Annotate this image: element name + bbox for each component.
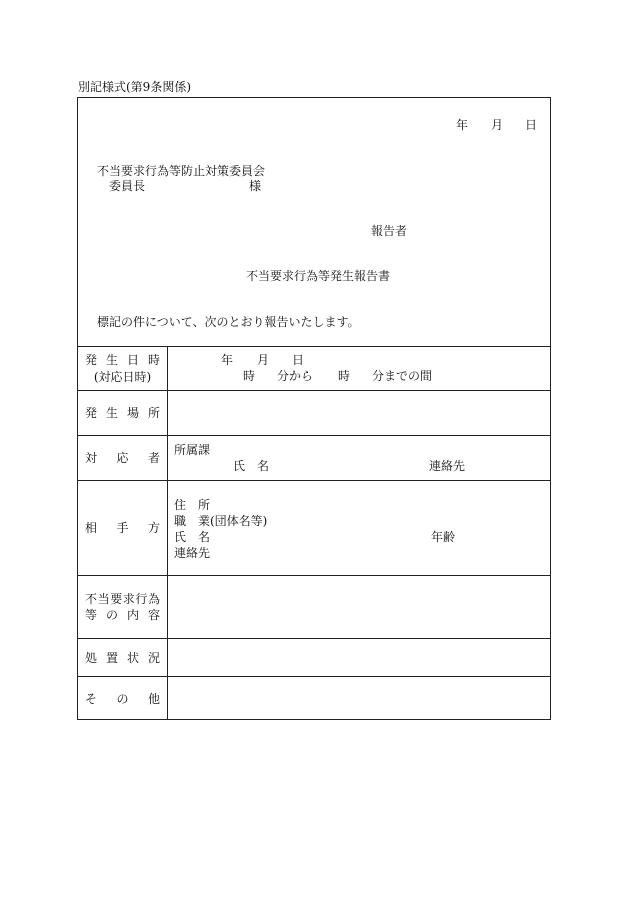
reporter-label: 報告者 (371, 224, 408, 238)
label-responder: 対 応 者 (85, 451, 160, 465)
time-hour-to: 時 (338, 369, 351, 383)
header-date-year: 年 (456, 118, 469, 132)
counterpart-name: 氏 名 (174, 530, 211, 544)
column-divider (167, 346, 168, 720)
responder-name: 氏 名 (233, 459, 270, 473)
responder-contact: 連絡先 (429, 459, 466, 473)
time-hour-from: 時 (243, 369, 256, 383)
responder-department: 所属課 (174, 443, 211, 457)
header-date-day: 日 (525, 118, 538, 132)
time-minute-from: 分から (277, 369, 314, 383)
grid-line (78, 435, 550, 436)
time-minute-to: 分までの間 (372, 369, 433, 383)
grid-line (78, 676, 550, 677)
label-content-line2: 等 の 内 容 (85, 608, 160, 622)
label-location: 発 生 場 所 (85, 406, 160, 420)
addressee-organization: 不当要求行為等防止対策委員会 (97, 164, 266, 178)
label-content-line1: 不 当 要 求 行 為 (85, 592, 160, 606)
occurrence-year: 年 (221, 353, 234, 367)
occurrence-day: 日 (292, 353, 305, 367)
counterpart-contact: 連絡先 (174, 546, 211, 560)
report-form-frame (77, 97, 551, 720)
addressee-honorific: 様 (249, 179, 262, 193)
grid-line (78, 480, 550, 481)
label-counterpart: 相 手 方 (85, 521, 160, 535)
document-title: 不当要求行為等発生報告書 (246, 269, 391, 283)
label-occurrence-datetime: 発 生 日 時 (85, 353, 160, 367)
form-caption: 別記様式(第9条関係) (78, 80, 191, 94)
occurrence-month: 月 (257, 353, 270, 367)
header-date-month: 月 (491, 118, 504, 132)
counterpart-age: 年齢 (431, 530, 456, 544)
grid-line (78, 346, 550, 347)
label-handling-status: 処 置 状 況 (85, 651, 160, 665)
label-response-datetime: (対応日時) (93, 370, 152, 384)
addressee-title: 委員長 (109, 179, 146, 193)
grid-line (78, 390, 550, 391)
counterpart-address: 住 所 (174, 498, 211, 512)
grid-line (78, 638, 550, 639)
counterpart-occupation: 職 業(団体名等) (174, 514, 268, 528)
intro-text: 標記の件について、次のとおり報告いたします。 (97, 315, 360, 329)
grid-line (78, 575, 550, 576)
label-other: そ の 他 (85, 692, 160, 706)
